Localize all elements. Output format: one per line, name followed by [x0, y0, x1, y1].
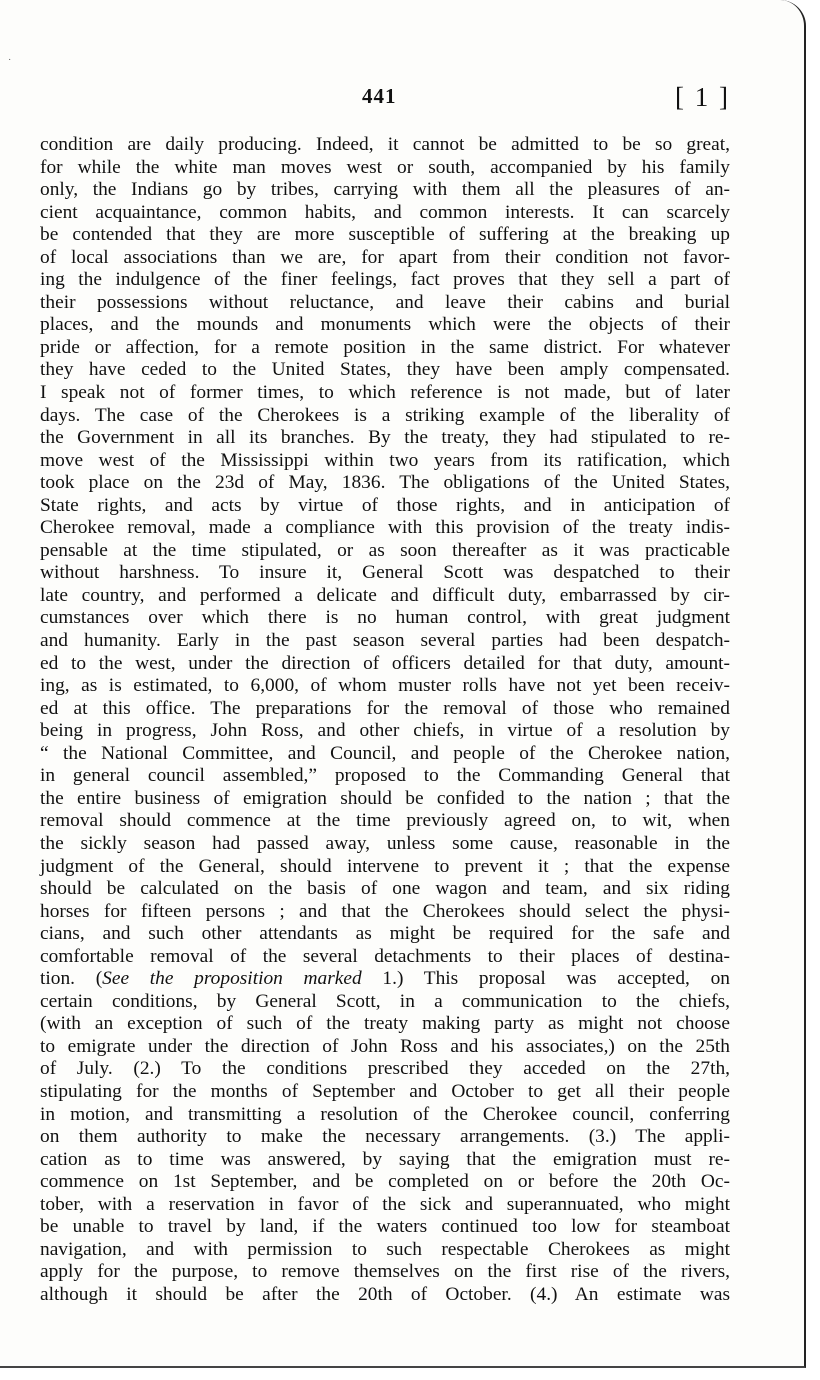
text-line: be unable to travel by land, if the waters continued too low for steamboat	[40, 1216, 730, 1238]
text-line: cumstances over which there is no human control, with great judgment	[40, 607, 730, 629]
text-line: on them authority to make the necessary arrangements. (3.) The appli-	[40, 1126, 730, 1148]
text-line: although it should be after the 20th of October. (4.) An estimate was	[40, 1283, 730, 1305]
text-line: judgment of the General, should intervene to prevent it ; that the expense	[40, 855, 730, 877]
text-line: ing the indulgence of the finer feelings, fact proves that they sell a part of	[40, 269, 730, 291]
text-line: (with an exception of such of the treaty making party as might not choose	[40, 1013, 730, 1035]
text-line: they have ceded to the United States, they have been amply compensated.	[40, 359, 730, 381]
text-line: commence on 1st September, and be completed on or before the 20th Oc-	[40, 1171, 730, 1193]
text-line: cient acquaintance, common habits, and common interests. It can scarcely	[40, 201, 730, 223]
text-line: in general council assembled,” proposed to the Commanding General that	[40, 765, 730, 787]
text-line: pride or affection, for a remote position in the same district. For whatever	[40, 336, 730, 358]
text-line: in motion, and transmitting a resolution of the Cherokee council, conferring	[40, 1103, 730, 1125]
text-line: the sickly season had passed away, unless some cause, reasonable in the	[40, 832, 730, 854]
text-line: pensable at the time stipulated, or as soon thereafter as it was practicable	[40, 539, 730, 561]
text-line: removal should commence at the time previously agreed on, to wit, when	[40, 810, 730, 832]
text-line: move west of the Mississippi within two years from its ratification, which	[40, 449, 730, 471]
text-line: places, and the mounds and monuments which were the objects of their	[40, 314, 730, 336]
text-line: ing, as is estimated, to 6,000, of whom muster rolls have not yet been receiv-	[40, 675, 730, 697]
text-line: the entire business of emigration should be confided to the nation ; that the	[40, 787, 730, 809]
text-line: for while the white man moves west or south, accompanied by his family	[40, 156, 730, 178]
text-line: cians, and such other attendants as might be required for the safe and	[40, 923, 730, 945]
page-number: 441	[362, 84, 397, 108]
text-line: State rights, and acts by virtue of those rights, and in anticipation of	[40, 494, 730, 516]
italic-reference: See the proposition marked	[102, 968, 362, 990]
document-number: [ 1 ]	[675, 82, 730, 112]
text-line: be contended that they are more susceptible of suffering at the breaking up	[40, 224, 730, 246]
text-line: navigation, and with permission to such respectable Cherokees as might	[40, 1238, 730, 1260]
text-line: I speak not of former times, to which reference is not made, but of later	[40, 382, 730, 404]
text-line: to emigrate under the direction of John Ross and his associates,) on the 25th	[40, 1035, 730, 1057]
text-line: the Government in all its branches. By the treaty, they had stipulated to re-	[40, 427, 730, 449]
text-line: tober, with a reservation in favor of the sick and superannuated, who might	[40, 1193, 730, 1215]
text-line: only, the Indians go by tribes, carrying with them all the pleasures of an-	[40, 179, 730, 201]
text-line: ed to the west, under the direction of officers detailed for that duty, amount-	[40, 652, 730, 674]
scan-speck: ˙	[8, 58, 12, 69]
text-line: Cherokee removal, made a compliance with this provision of the treaty indis-	[40, 517, 730, 539]
text-line: stipulating for the months of September and October to get all their people	[40, 1080, 730, 1102]
text-line: tion. (See the proposition marked 1.) This proposal was accepted, on	[40, 968, 730, 990]
text-line: ed at this office. The preparations for the removal of those who remained	[40, 697, 730, 719]
text-line: without harshness. To insure it, General Scott was despatched to their	[40, 562, 730, 584]
text-line: and humanity. Early in the past season several parties had been despatch-	[40, 630, 730, 652]
text-line: being in progress, John Ross, and other chiefs, in virtue of a resolution by	[40, 720, 730, 742]
text-line: of July. (2.) To the conditions prescribed they acceded on the 27th,	[40, 1058, 730, 1080]
text-line: “ the National Committee, and Council, and people of the Cherokee nation,	[40, 742, 730, 764]
text-line: certain conditions, by General Scott, in a communication to the chiefs,	[40, 990, 730, 1012]
page-header	[40, 84, 740, 118]
text-line: of local associations than we are, for apart from their condition not favor-	[40, 246, 730, 268]
text-line: apply for the purpose, to remove themselves on the first rise of the rivers,	[40, 1261, 730, 1283]
text-line: took place on the 23d of May, 1836. The obligations of the United States,	[40, 472, 730, 494]
text-line: their possessions without reluctance, and leave their cabins and burial	[40, 291, 730, 313]
text-line: days. The case of the Cherokees is a striking example of the liberality of	[40, 404, 730, 426]
text-line: condition are daily producing. Indeed, it cannot be admitted to be so great,	[40, 134, 730, 155]
text-line: comfortable removal of the several detachments to their places of destina-	[40, 945, 730, 967]
text-line: cation as to time was answered, by saying that the emigration must re-	[40, 1148, 730, 1170]
text-line: horses for fifteen persons ; and that the Cherokees should select the physi-	[40, 900, 730, 922]
text-line: should be calculated on the basis of one wagon and team, and six riding	[40, 878, 730, 900]
body-text	[40, 134, 730, 1306]
text-line: late country, and performed a delicate and difficult duty, embarrassed by cir-	[40, 584, 730, 606]
